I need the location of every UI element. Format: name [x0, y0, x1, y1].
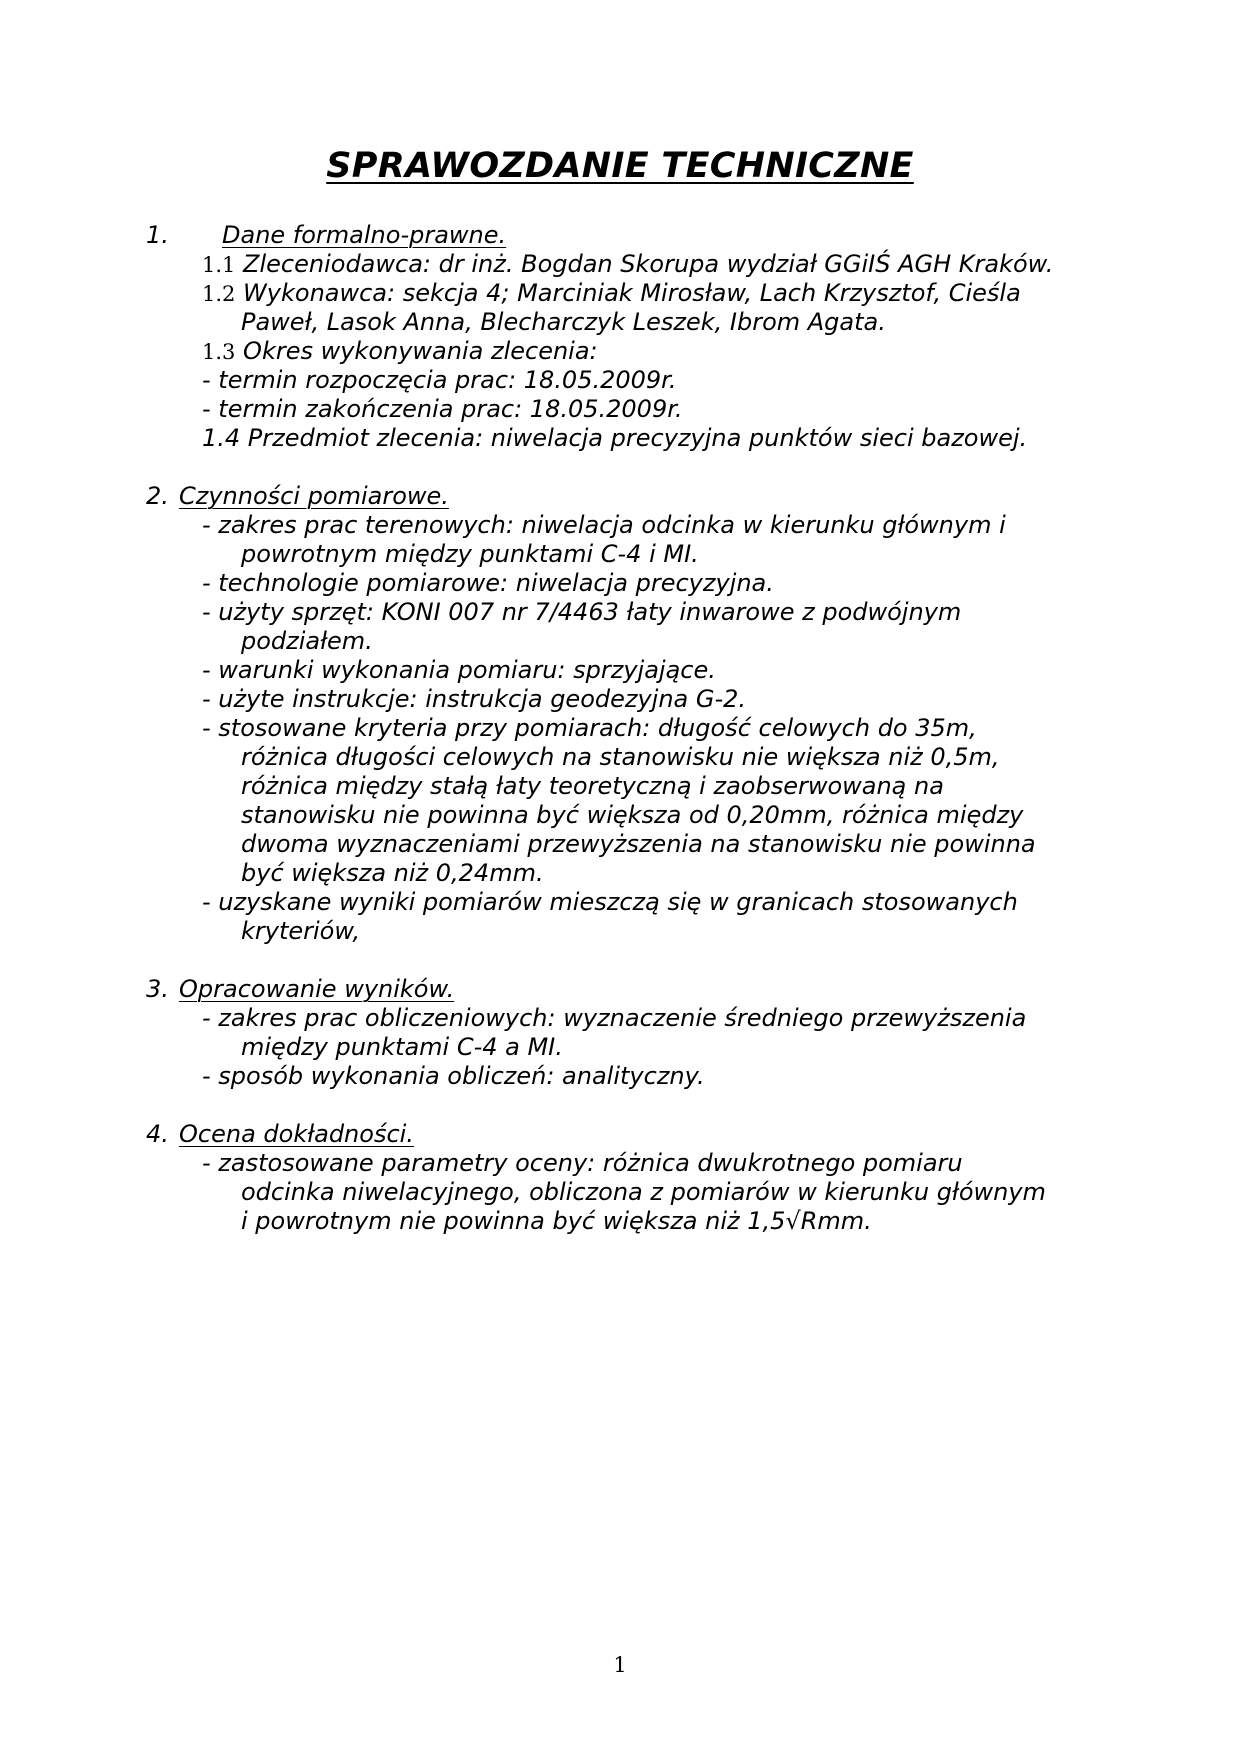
item-text: Okres wykonywania zlecenia: — [243, 337, 598, 365]
section-4-number: 4. — [146, 1120, 169, 1148]
list-item-continuation: odcinka niwelacyjnego, obliczona z pomiarów w kierunku głównym — [241, 1178, 1046, 1206]
list-item: - użyty sprzęt: KONI 007 nr 7/4463 łaty inwarowe z podwójnym — [202, 598, 962, 626]
section-1-item-1 — [202, 250, 1053, 280]
section-1-item-2 — [202, 279, 1021, 309]
section-1-number: 1. — [146, 221, 169, 249]
list-item: - warunki wykonania pomiaru: sprzyjające. — [202, 656, 716, 684]
section-2-number: 2. — [146, 482, 169, 510]
item-text: Zleceniodawca: dr inż. Bogdan Skorupa wydział GGiIŚ AGH Kraków. — [243, 250, 1054, 278]
list-item-continuation: stanowisku nie powinna być większa od 0,20mm, różnica między — [241, 801, 1024, 829]
list-item-continuation: różnica między stałą łaty teoretyczną i zaobserwowaną na — [241, 772, 944, 800]
list-item-continuation: dwoma wyznaczeniami przewyższenia na stanowisku nie powinna — [241, 830, 1036, 858]
section-1-item-3 — [202, 337, 598, 367]
item-number: 1.1 — [202, 253, 236, 277]
section-3-number: 3. — [146, 975, 169, 1003]
list-item: - technologie pomiarowe: niwelacja precyzyjna. — [202, 569, 774, 597]
item-number: 1.3 — [202, 340, 236, 364]
list-item-continuation: różnica długości celowych na stanowisku nie większa niż 0,5m, — [241, 743, 1000, 771]
list-item-continuation: kryteriów, — [241, 917, 361, 945]
list-item-continuation: powrotnym między punktami C-4 i MI. — [241, 540, 699, 568]
list-item: - zakres prac obliczeniowych: wyznaczenie średniego przewyższenia — [202, 1004, 1027, 1032]
end-term: - termin zakończenia prac: 18.05.2009r. — [202, 395, 683, 423]
list-item-continuation: być większa niż 0,24mm. — [241, 859, 544, 887]
list-item: - użyte instrukcje: instrukcja geodezyjna G-2. — [202, 685, 747, 713]
section-3-heading: Opracowanie wyników. — [179, 975, 455, 1003]
list-item: - zakres prac terenowych: niwelacja odcinka w kierunku głównym i — [202, 511, 1006, 539]
item-number: 1.2 — [202, 282, 236, 306]
list-item-continuation: między punktami C-4 a MI. — [241, 1033, 563, 1061]
section-1-item-2-continuation: Paweł, Lasok Anna, Blecharczyk Leszek, Ibrom Agata. — [241, 308, 886, 336]
list-item-continuation: podziałem. — [241, 627, 373, 655]
page-number: 1 — [613, 1653, 627, 1677]
document-title: SPRAWOZDANIE TECHNICZNE — [326, 146, 914, 186]
list-item: - sposób wykonania obliczeń: analityczny. — [202, 1062, 705, 1090]
item-text: Wykonawca: sekcja 4; Marciniak Mirosław, Lach Krzysztof, Cieśla — [243, 279, 1021, 307]
list-item: - zastosowane parametry oceny: różnica dwukrotnego pomiaru — [202, 1149, 963, 1177]
list-item: - stosowane kryteria przy pomiarach: długość celowych do 35m, — [202, 714, 977, 742]
section-4-heading: Ocena dokładności. — [179, 1120, 414, 1148]
section-1-item-4: 1.4 Przedmiot zlecenia: niwelacja precyzyjna punktów sieci bazowej. — [202, 424, 1028, 452]
section-1-heading: Dane formalno-prawne. — [222, 221, 507, 249]
start-term: - termin rozpoczęcia prac: 18.05.2009r. — [202, 366, 677, 394]
list-item-continuation: i powrotnym nie powinna być większa niż 1,5√Rmm. — [241, 1207, 872, 1235]
section-2-heading: Czynności pomiarowe. — [179, 482, 449, 510]
list-item: - uzyskane wyniki pomiarów mieszczą się w granicach stosowanych — [202, 888, 1018, 916]
